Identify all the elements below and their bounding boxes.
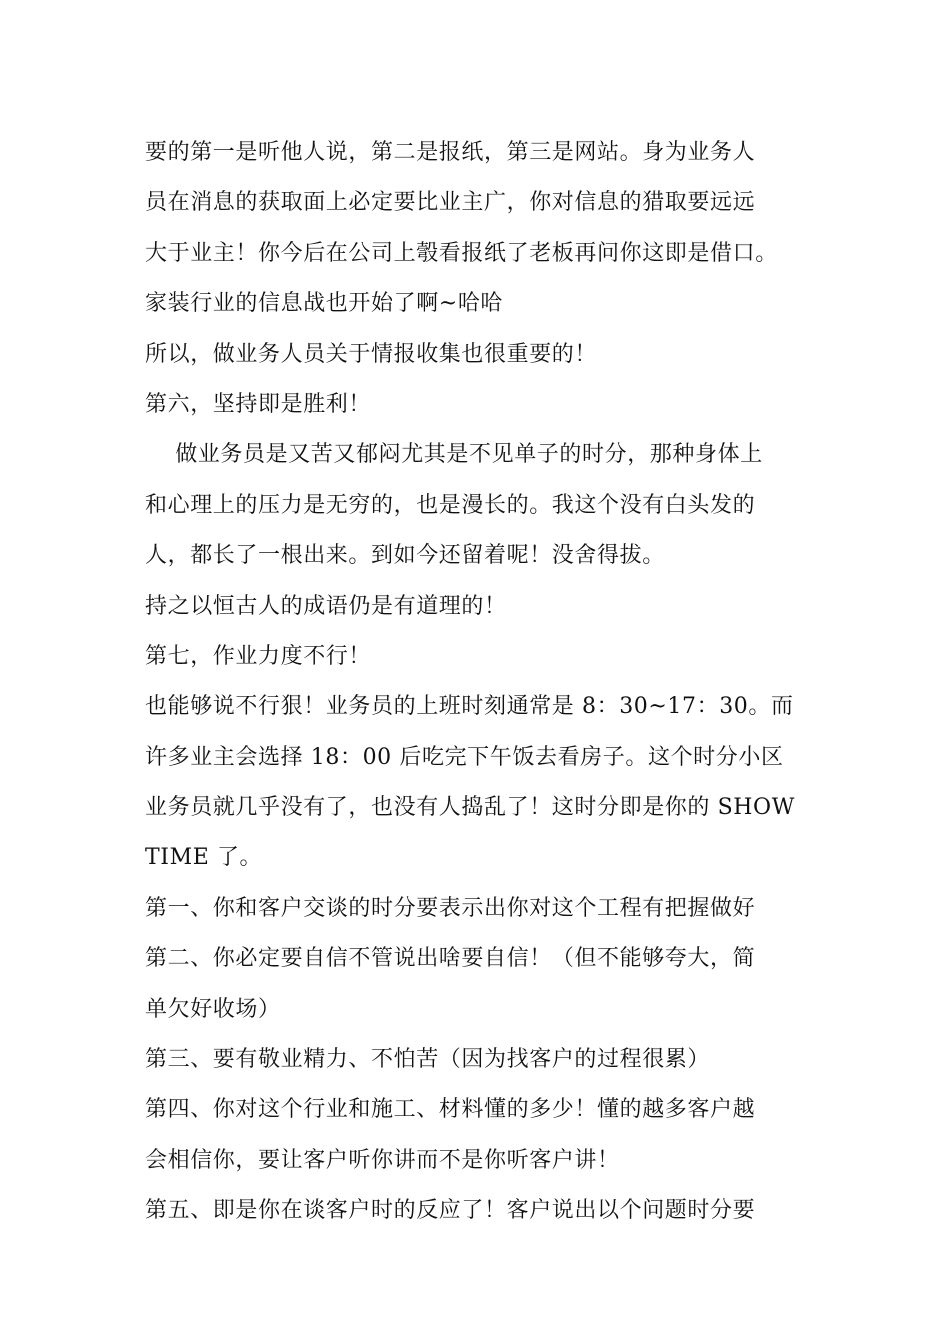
list-item-2: 第二、你必定要自信不管说出啥要自信！（但不能够夸大，简 xyxy=(145,946,756,972)
text-line: 员在消息的获取面上必定要比业主广，你对信息的猎取要远远 xyxy=(145,190,756,216)
text-line: 也能够说不行狠！业务员的上班时刻通常是 8：30~17：30。而 xyxy=(145,694,794,720)
text-line: 业务员就几乎没有了，也没有人捣乱了！这时分即是你的 SHOW xyxy=(145,795,795,821)
list-item-5: 第五、即是你在谈客户时的反应了！客户说出以个问题时分要 xyxy=(145,1198,756,1224)
list-item-4: 第四、你对这个行业和施工、材料懂的多少！懂的越多客户越 xyxy=(145,1097,756,1123)
text-line: 持之以恒古人的成语仍是有道理的！ xyxy=(145,593,507,619)
text-line: 所以，做业务人员关于情报收集也很重要的！ xyxy=(145,341,598,367)
list-item-3: 第三、要有敬业精力、不怕苦（因为找客户的过程很累） xyxy=(145,1047,711,1073)
text-line: 做业务员是又苦又郁闷尤其是不见单子的时分，那种身体上 xyxy=(145,442,763,468)
text-line: 大于业主！你今后在公司上彀看报纸了老板再问你这即是借口。 xyxy=(145,240,778,266)
text-line: 单欠好收场） xyxy=(145,996,281,1022)
text-line: 人，都长了一根出来。到如今还留着呢！没舍得拔。 xyxy=(145,543,665,569)
text-line: 家装行业的信息战也开始了啊~哈哈 xyxy=(145,291,504,317)
text-line: 许多业主会选择 18：00 后吃完下午饭去看房子。这个时分小区 xyxy=(145,744,784,770)
section-heading-6: 第六，坚持即是胜利！ xyxy=(145,391,372,417)
text-line: 要的第一是听他人说，第二是报纸，第三是网站。身为业务人 xyxy=(145,140,756,165)
text-line: 会相信你，要让客户听你讲而不是你听客户讲！ xyxy=(145,1147,620,1173)
text-line: TIME 了。 xyxy=(145,845,263,871)
section-heading-7: 第七，作业力度不行！ xyxy=(145,643,372,669)
text-line: 和心理上的压力是无穷的，也是漫长的。我这个没有白头发的 xyxy=(145,492,756,518)
list-item-1: 第一、你和客户交谈的时分要表示出你对这个工程有把握做好 xyxy=(145,895,756,921)
body-text xyxy=(145,128,825,1237)
